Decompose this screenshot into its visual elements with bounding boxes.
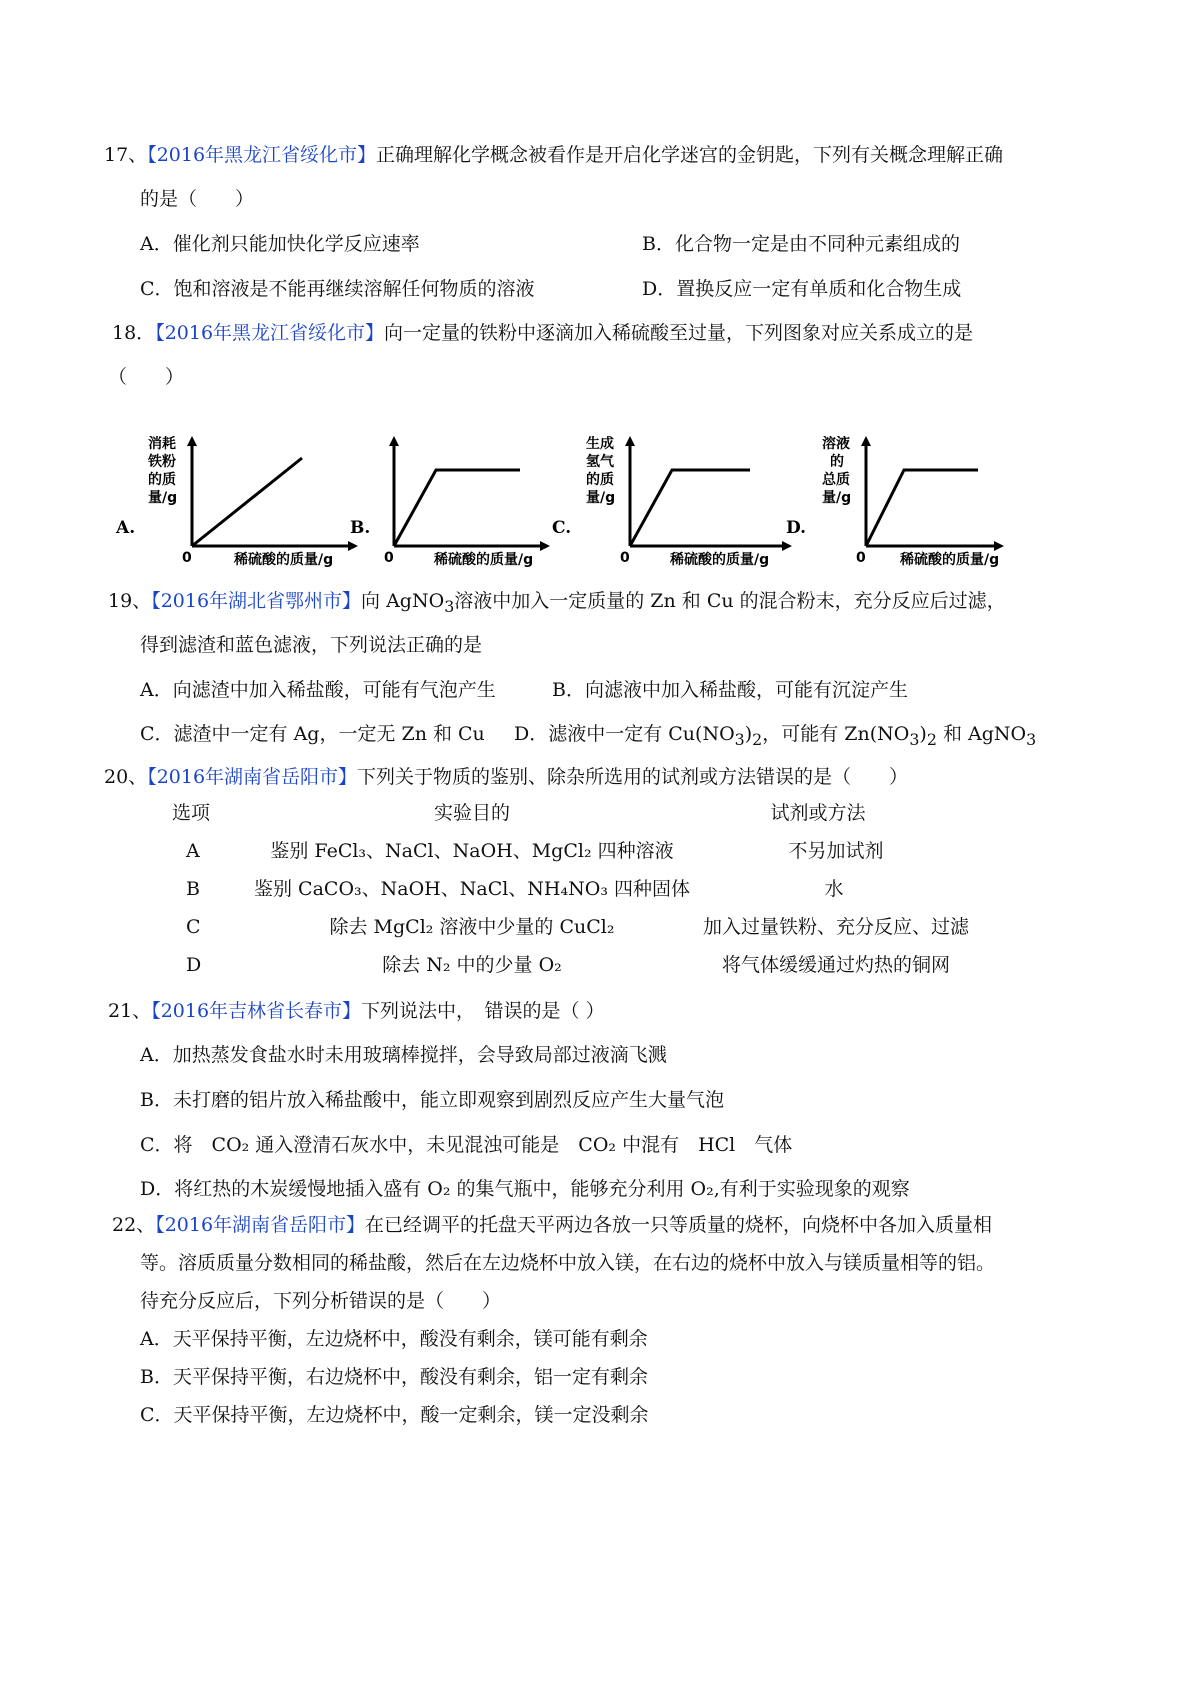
q20-row-d-option: D <box>186 954 202 976</box>
q19-d-sub2: 2 <box>752 729 763 749</box>
graph-a-origin: 0 <box>182 550 192 566</box>
q19-option-c: C．滤渣中一定有 Ag，一定无 Zn 和 Cu <box>140 723 485 745</box>
q22-source: 【2016年湖南省岳阳市】 <box>155 1214 366 1236</box>
q18-source: 【2016年黑龙江省绥化市】 <box>155 322 385 344</box>
q20-row-c-option: C <box>186 916 201 938</box>
graph-c-origin: 0 <box>620 550 630 566</box>
q20-row-b-option: B <box>186 878 200 900</box>
graph-c-letter: C. <box>552 518 572 538</box>
q22-stem: 在已经调平的托盘天平两边各放一只等质量的烧杯，向烧杯中各加入质量相 <box>365 1214 993 1236</box>
q20-row-a-method: 不另加试剂 <box>788 840 884 862</box>
graph-c-ylabel-1: 生成 <box>586 436 614 452</box>
q19-stem-line2: 得到滤渣和蓝色滤液，下列说法正确的是 <box>140 634 483 656</box>
q19-option-b: B．向滤液中加入稀盐酸，可能有沉淀产生 <box>552 679 908 701</box>
q20-header-option: 选项 <box>172 802 211 824</box>
graph-c-ylabel-3: 的质 <box>586 472 614 488</box>
q19-d-part3: ，可能有 Zn(NO <box>762 723 910 745</box>
q21-source: 【2016年吉林省长春市】 <box>151 1000 362 1022</box>
q20-row-a-option: A <box>186 840 200 862</box>
graph-c-xlabel: 稀硫酸的质量/g <box>670 552 770 568</box>
q17-source: 【2016年黑龙江省绥化市】 <box>147 144 377 166</box>
q20-row-b-purpose: 鉴别 CaCO₃、NaOH、NaCl、NH₄NO₃ 四种固体 <box>254 878 690 900</box>
q19-d-sub5: 3 <box>1026 729 1037 749</box>
q20-source: 【2016年湖南省岳阳市】 <box>147 766 358 788</box>
graph-d-origin: 0 <box>856 550 866 566</box>
graph-a-ylabel-1: 消耗 <box>148 436 176 452</box>
graph-b-xlabel: 稀硫酸的质量/g <box>434 552 534 568</box>
q20-stem: 下列关于物质的鉴别、除杂所选用的试剂或方法错误的是（ ） <box>357 766 909 788</box>
q21-number: 21、 <box>108 1000 152 1022</box>
q19-d-sub4: 2 <box>926 729 937 749</box>
q21-stem-line <box>108 998 605 1024</box>
q19-d-part5: 和 AgNO <box>936 723 1027 745</box>
q18-stem-line1 <box>112 320 973 346</box>
graph-c-ylabel-4: 量/g <box>586 490 616 506</box>
q19-d-part2: ) <box>744 723 753 745</box>
graph-c-curve <box>630 470 750 546</box>
q20-header-method: 试剂或方法 <box>770 802 866 824</box>
q21-stem: 下列说法中， 错误的是（ ） <box>361 1000 605 1022</box>
graph-d-ylabel-3: 总质 <box>822 472 850 488</box>
graph-b-letter: B. <box>350 518 371 538</box>
graph-b-curve <box>394 470 520 546</box>
q21-option-c: C．将 CO₂ 通入澄清石灰水中，未见混浊可能是 CO₂ 中混有 HCl 气体 <box>140 1134 793 1156</box>
q22-option-b: B．天平保持平衡，右边烧杯中，酸没有剩余，铝一定有剩余 <box>140 1366 648 1388</box>
graph-a-ylabel-2: 铁粉 <box>148 454 176 470</box>
q21-option-d: D．将红热的木炭缓慢地插入盛有 O₂ 的集气瓶中，能够充分利用 O₂,有利于实验现象的观察 <box>140 1178 910 1200</box>
graph-d-ylabel-1: 溶液 <box>822 436 850 452</box>
q20-number: 20、 <box>104 766 148 788</box>
q19-stem-line1 <box>108 588 1006 620</box>
q22-number: 22、 <box>112 1214 156 1236</box>
q18-stem-line2: （ ） <box>108 366 185 388</box>
graph-d-xlabel: 稀硫酸的质量/g <box>900 552 1000 568</box>
q22-stem-line1 <box>112 1212 992 1238</box>
q17-stem-line1 <box>104 142 1003 168</box>
graph-d-y-arrow <box>861 436 871 446</box>
graph-b-x-arrow <box>540 541 550 551</box>
graph-d-ylabel-2: 的 <box>830 454 844 470</box>
graph-a-ylabel-3: 的质 <box>148 472 176 488</box>
q20-stem-line <box>104 764 908 790</box>
q18-number: 18． <box>112 322 156 344</box>
graph-a-curve <box>192 458 302 546</box>
q19-stem-a: 向 AgNO <box>361 590 445 612</box>
q19-d-sub3: 3 <box>909 729 920 749</box>
q22-option-c: C．天平保持平衡，左边烧杯中，酸一定剩余，镁一定没剩余 <box>140 1404 649 1426</box>
q20-row-c-purpose: 除去 MgCl₂ 溶液中少量的 CuCl₂ <box>329 916 615 938</box>
q20-row-c-method: 加入过量铁粉、充分反应、过滤 <box>702 916 970 938</box>
q17-number: 17、 <box>104 144 148 166</box>
graph-d-x-arrow <box>994 541 1004 551</box>
q21-option-b: B．未打磨的铝片放入稀盐酸中，能立即观察到剧烈反应产生大量气泡 <box>140 1089 724 1111</box>
q22-stem-line2: 等。溶质质量分数相同的稀盐酸，然后在左边烧杯中放入镁，在右边的烧杯中放入与镁质量相等的铝。 <box>140 1252 996 1274</box>
q19-number: 19、 <box>108 590 152 612</box>
graph-b-origin: 0 <box>384 550 394 566</box>
graph-a-xlabel: 稀硫酸的质量/g <box>234 552 334 568</box>
graph-d-ylabel-4: 量/g <box>822 490 852 506</box>
q22-stem-line3: 待充分反应后，下列分析错误的是（ ） <box>140 1290 502 1312</box>
q19-source: 【2016年湖北省鄂州市】 <box>151 590 362 612</box>
graph-c-ylabel-2: 氢气 <box>586 454 614 470</box>
q19-option-d <box>514 721 1036 753</box>
q17-option-c: C．饱和溶液是不能再继续溶解任何物质的溶液 <box>140 278 535 300</box>
q19-d-part1: D．滤液中一定有 Cu(NO <box>514 723 735 745</box>
graph-a-letter: A. <box>116 518 136 538</box>
q17-option-d: D．置换反应一定有单质和化合物生成 <box>642 278 962 300</box>
q17-option-a: A．催化剂只能加快化学反应速率 <box>140 233 420 255</box>
q20-header-purpose: 实验目的 <box>433 802 511 824</box>
graph-d-curve <box>866 470 978 546</box>
graph-b-y-arrow <box>389 436 399 446</box>
graph-a-y-arrow <box>187 436 197 446</box>
graph-d-letter: D. <box>786 518 807 538</box>
q19-stem-b: 溶液中加入一定质量的 Zn 和 Cu 的混合粉末，充分反应后过滤， <box>454 590 1006 612</box>
q19-stem-sub: 3 <box>444 596 455 616</box>
q20-row-d-method: 将气体缓缓通过灼热的铜网 <box>721 954 951 976</box>
q20-row-d-purpose: 除去 N₂ 中的少量 O₂ <box>382 954 562 976</box>
q17-option-b: B．化合物一定是由不同种元素组成的 <box>642 233 960 255</box>
q17-stem-line2: 的是（ ） <box>140 188 255 210</box>
q19-option-a: A．向滤渣中加入稀盐酸，可能有气泡产生 <box>140 679 496 701</box>
q20-row-a-purpose: 鉴别 FeCl₃、NaCl、NaOH、MgCl₂ 四种溶液 <box>270 840 674 862</box>
q19-d-sub1: 3 <box>734 729 745 749</box>
q20-row-b-method: 水 <box>824 878 844 900</box>
q21-option-a: A．加热蒸发食盐水时未用玻璃棒搅拌，会导致局部过液滴飞溅 <box>140 1044 667 1066</box>
q17-stem: 正确理解化学概念被看作是开启化学迷宫的金钥匙，下列有关概念理解正确 <box>376 144 1004 166</box>
graph-a-ylabel-4: 量/g <box>148 490 178 506</box>
q19-d-part4: ) <box>919 723 927 745</box>
graph-c-y-arrow <box>625 436 635 446</box>
q18-stem: 向一定量的铁粉中逐滴加入稀硫酸至过量，下列图象对应关系成立的是 <box>384 322 974 344</box>
q22-option-a: A．天平保持平衡，左边烧杯中，酸没有剩余，镁可能有剩余 <box>140 1328 648 1350</box>
